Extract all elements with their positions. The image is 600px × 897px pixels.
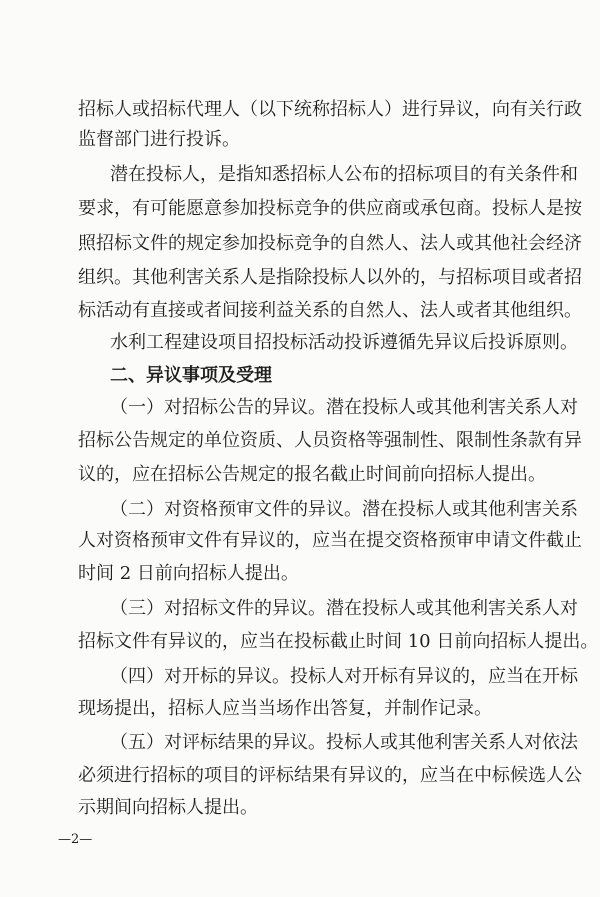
paragraph-line: 招标人或招标代理人（以下统称招标人）进行异议，向有关行政 bbox=[78, 99, 582, 120]
paragraph-line: 时间 2 日前向招标人提出。 bbox=[78, 563, 299, 584]
paragraph-line: 示期间向招标人提出。 bbox=[78, 797, 258, 818]
paragraph-line: （三）对招标文件的异议。潜在投标人或其他利害关系人对 bbox=[110, 598, 578, 619]
paragraph-line: 组织。其他利害关系人是指除投标人以外的，与招标项目或者招 bbox=[78, 267, 582, 288]
paragraph-line: 人对资格预审文件有异议的，应当在提交资格预审申请文件截止 bbox=[78, 530, 582, 551]
section-heading: 二、异议事项及受理 bbox=[110, 365, 272, 386]
paragraph-line: 水利工程建设项目招投标活动投诉遵循先异议后投诉原则。 bbox=[110, 332, 578, 353]
paragraph-line: （四）对开标的异议。投标人对开标有异议的，应当在开标 bbox=[110, 666, 578, 687]
paragraph-line: 必须进行招标的项目的评标结果有异议的，应当在中标候选人公 bbox=[78, 765, 582, 786]
paragraph-line: （五）对评标结果的异议。投标人或其他利害关系人对依法 bbox=[110, 732, 578, 753]
page-number: —2— bbox=[58, 832, 93, 847]
paragraph-line: 监督部门进行投诉。 bbox=[78, 129, 240, 150]
paragraph-line: 招标文件有异议的，应当在投标截止时间 10 日前向招标人提出。 bbox=[78, 631, 599, 652]
paragraph-line: 现场提出，招标人应当当场作出答复，并制作记录。 bbox=[78, 698, 492, 719]
paragraph-line: （一）对招标公告的异议。潜在投标人或其他利害关系人对 bbox=[110, 397, 578, 418]
paragraph-line: 标活动有直接或者间接利益关系的自然人、法人或者其他组织。 bbox=[78, 300, 582, 321]
paragraph-line: （二）对资格预审文件的异议。潜在投标人或其他利害关系 bbox=[110, 499, 578, 520]
paragraph-line: 招标公告规定的单位资质、人员资格等强制性、限制性条款有异 bbox=[78, 430, 582, 451]
paragraph-line: 议的，应在招标公告规定的报名截止时间前向招标人提出。 bbox=[78, 464, 546, 485]
paragraph-line: 要求，有可能愿意参加投标竞争的供应商或承包商。投标人是按 bbox=[78, 198, 582, 219]
paragraph-line: 照招标文件的规定参加投标竞争的自然人、法人或其他社会经济 bbox=[78, 233, 582, 254]
paragraph-line: 潜在投标人，是指知悉招标人公布的招标项目的有关条件和 bbox=[110, 164, 578, 185]
